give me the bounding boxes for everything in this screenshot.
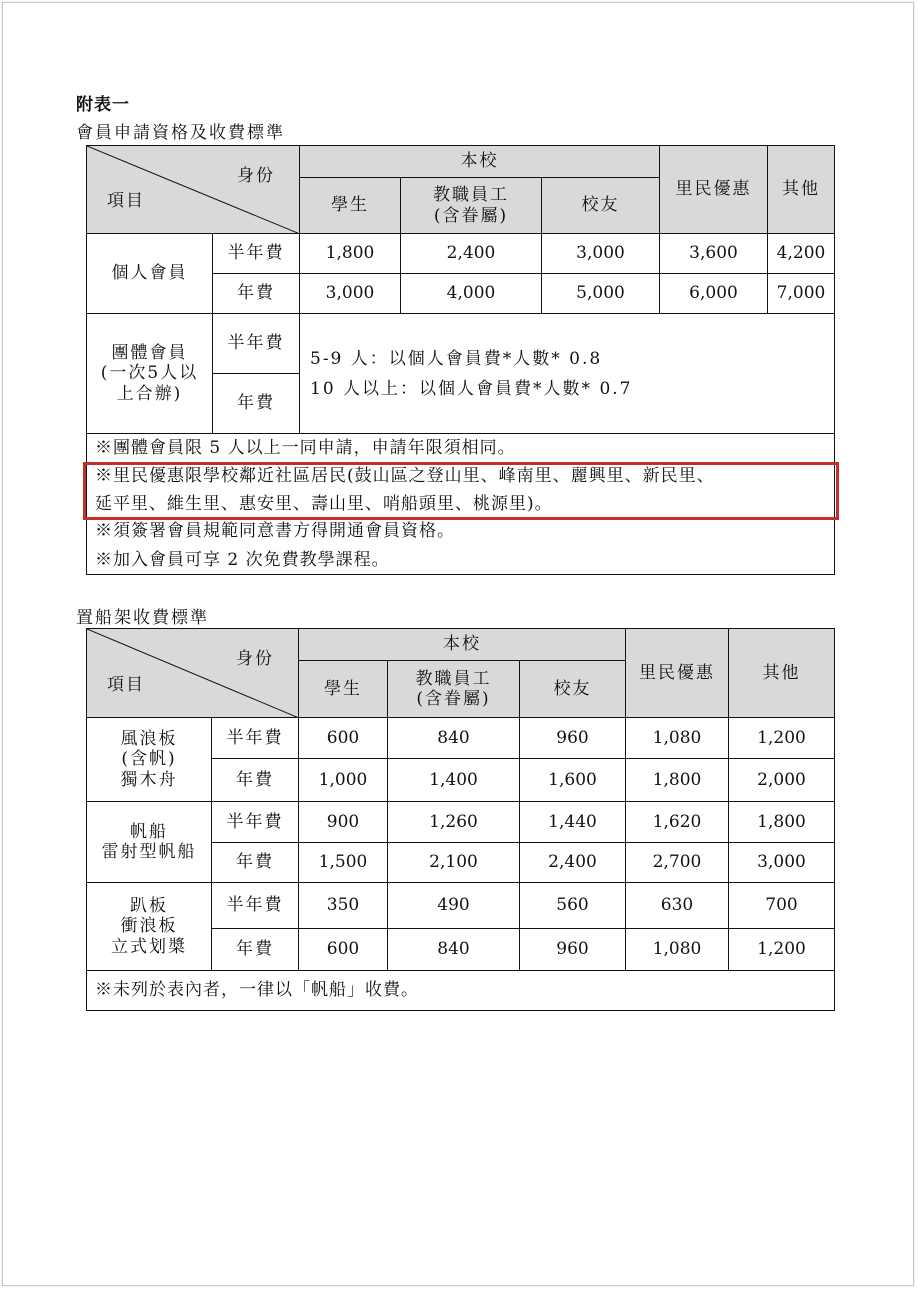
fee-cell: 840 xyxy=(388,929,520,971)
fee-cell: 600 xyxy=(299,929,388,971)
student-header: 學生 xyxy=(300,178,401,234)
row-label-line: 立式划槳 xyxy=(111,936,187,957)
fee-cell: 6,000 xyxy=(660,274,768,314)
fee-cell: 1,260 xyxy=(388,802,520,843)
fee-cell: 1,440 xyxy=(520,802,626,843)
half-year-label: 半年費 xyxy=(212,883,299,929)
fee-cell: 3,000 xyxy=(729,843,835,883)
fee-cell: 1,200 xyxy=(729,929,835,971)
alumni-header: 校友 xyxy=(542,178,660,234)
fee-cell: 350 xyxy=(299,883,388,929)
note-resident-line1: ※里民優惠限學校鄰近社區居民(鼓山區之登山里、峰南里、麗興里、新民里、 xyxy=(95,465,715,486)
individual-member-label: 個人會員 xyxy=(87,234,213,314)
full-year-label: 年費 xyxy=(212,929,299,971)
resident-header: 里民優惠 xyxy=(660,146,768,234)
identity-header: 身份 xyxy=(237,166,275,186)
membership-table-caption: 會員申請資格及收費標準 xyxy=(76,123,285,143)
fee-cell: 3,000 xyxy=(542,234,660,274)
paddleboard-label xyxy=(87,883,212,971)
half-year-label: 半年費 xyxy=(212,718,299,759)
fee-cell: 1,500 xyxy=(299,843,388,883)
windsurf-kayak-label xyxy=(87,718,212,802)
row-label-line: 獨木舟 xyxy=(120,769,178,790)
fee-cell: 700 xyxy=(729,883,835,929)
appendix-title: 附表一 xyxy=(76,95,130,115)
school-group-header: 本校 xyxy=(299,629,626,661)
fee-cell: 1,620 xyxy=(626,802,729,843)
fee-cell: 1,800 xyxy=(626,759,729,802)
item-header: 項目 xyxy=(107,190,145,211)
group-discount-rules xyxy=(300,314,835,434)
fee-cell: 4,200 xyxy=(768,234,835,274)
boat-rack-fee-table xyxy=(86,628,835,1011)
staff-header xyxy=(401,178,542,234)
full-year-label: 年費 xyxy=(212,759,299,802)
staff-header xyxy=(388,661,520,718)
fee-cell: 4,000 xyxy=(401,274,542,314)
fee-cell: 2,000 xyxy=(729,759,835,802)
row-label-line: 雷射型帆船 xyxy=(101,842,197,862)
staff-header-line1: 教職員工 xyxy=(415,668,492,689)
note-agreement: ※須簽署會員規範同意書方得開通會員資格。 xyxy=(87,518,835,546)
alumni-header: 校友 xyxy=(520,661,626,718)
fee-cell: 1,000 xyxy=(299,759,388,802)
fee-cell: 1,080 xyxy=(626,929,729,971)
other-header: 其他 xyxy=(729,629,835,718)
staff-header-line2: (含眷屬) xyxy=(433,205,509,226)
full-year-label: 年費 xyxy=(213,374,300,434)
staff-header-line1: 教職員工 xyxy=(433,185,509,206)
fee-cell: 5,000 xyxy=(542,274,660,314)
fee-cell: 7,000 xyxy=(768,274,835,314)
rack-table-caption: 置船架收費標準 xyxy=(76,608,209,628)
row-label-line: 趴板 xyxy=(130,895,168,916)
item-header: 項目 xyxy=(107,674,145,695)
half-year-label: 半年費 xyxy=(213,314,300,374)
group-rule-10-plus: 10 人以上：以個人會員費*人數* 0.7 xyxy=(310,378,633,399)
fee-cell: 600 xyxy=(299,718,388,759)
fee-cell: 1,200 xyxy=(729,718,835,759)
fee-cell: 2,400 xyxy=(520,843,626,883)
fee-cell: 1,800 xyxy=(300,234,401,274)
resident-note-highlight-box xyxy=(83,462,839,520)
resident-header: 里民優惠 xyxy=(626,629,729,718)
half-year-label: 半年費 xyxy=(213,234,300,274)
note-group-rule: ※團體會員限 5 人以上一同申請，申請年限須相同。 xyxy=(87,434,835,462)
row-label-line: (含帆) xyxy=(121,749,177,770)
fee-cell: 2,700 xyxy=(626,843,729,883)
note-free-lessons: ※加入會員可享 2 次免費教學課程。 xyxy=(87,546,835,575)
other-header: 其他 xyxy=(768,146,835,234)
fee-cell: 3,600 xyxy=(660,234,768,274)
diagonal-line xyxy=(87,629,299,718)
group-member-label xyxy=(87,314,213,434)
fee-cell: 1,400 xyxy=(388,759,520,802)
staff-header-line2: (含眷屬) xyxy=(416,689,491,709)
fee-cell: 960 xyxy=(520,718,626,759)
fee-cell: 490 xyxy=(388,883,520,929)
identity-header: 身份 xyxy=(236,649,274,669)
corner-header-cell xyxy=(87,629,299,718)
group-label-line3: 上合辦) xyxy=(116,383,183,404)
fee-cell: 560 xyxy=(520,883,626,929)
full-year-label: 年費 xyxy=(213,274,300,314)
student-header: 學生 xyxy=(299,661,388,718)
school-group-header: 本校 xyxy=(300,146,660,178)
half-year-label: 半年費 xyxy=(212,802,299,843)
group-label-line2: (一次5人以 xyxy=(100,363,199,384)
fee-cell: 840 xyxy=(388,718,520,759)
fee-cell: 1,600 xyxy=(520,759,626,802)
group-label-line1: 團體會員 xyxy=(111,342,188,363)
sailboat-label xyxy=(87,802,212,883)
fee-cell: 3,000 xyxy=(300,274,401,314)
group-rule-5-9: 5-9 人：以個人會員費*人數* 0.8 xyxy=(310,348,603,369)
fee-cell: 630 xyxy=(626,883,729,929)
row-label-line: 風浪板 xyxy=(120,728,178,749)
row-label-line: 帆船 xyxy=(130,821,168,842)
fee-cell: 1,800 xyxy=(729,802,835,843)
fee-cell: 960 xyxy=(520,929,626,971)
fee-cell: 2,400 xyxy=(401,234,542,274)
fee-cell: 1,080 xyxy=(626,718,729,759)
full-year-label: 年費 xyxy=(212,843,299,883)
note-unlisted-items: ※未列於表內者，一律以「帆船」收費。 xyxy=(87,971,835,1011)
note-resident-line2: 延平里、維生里、惠安里、壽山里、哨船頭里、桃源里)。 xyxy=(95,493,553,514)
corner-header-cell xyxy=(87,146,300,234)
row-label-line: 衝浪板 xyxy=(120,916,178,937)
fee-cell: 900 xyxy=(299,802,388,843)
fee-cell: 2,100 xyxy=(388,843,520,883)
